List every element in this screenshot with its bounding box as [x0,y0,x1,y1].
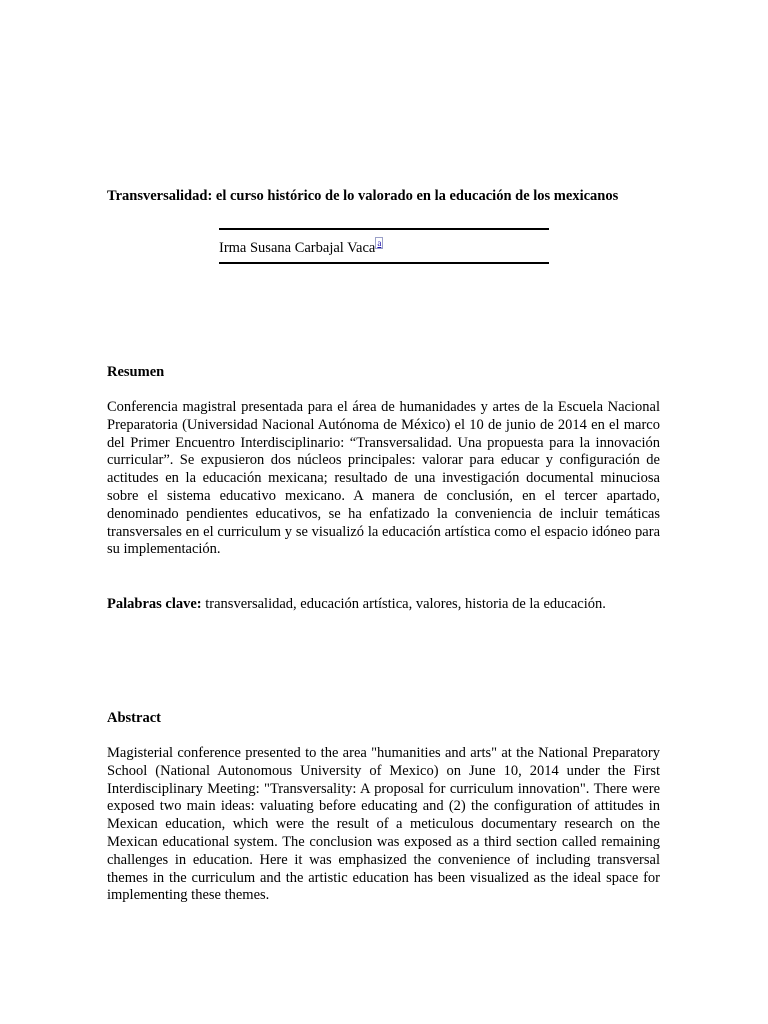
keywords-value: transversalidad, educación artística, valores, historia de la educación. [201,596,606,612]
keywords-label: Palabras clave: [107,596,202,612]
resumen-body: Conferencia magistral presentada para el área de humanidades y artes de la Escuela Nacional Preparatoria (Universidad Nacional Autónoma de México) el 10 de junio de 2014 en el marco del Primer Encuentro Interdisciplinario: “Transversalidad. Una propuesta para la innovación curricular”. Se expusieron dos núcleos principales: valorar para educar y configuración de actitudes en la educación mexicana; resultado de una investigación documental minuciosa sobre el sistema educativo mexicano. A manera de conclusión, en el tercer apartado, denominado pendientes educativos, se ha enfatizado la conveniencia de incluir temáticas transversales en el curriculum y se visualizó la educación artística como el espacio idóneo para su implementación. [107,399,660,558]
author-name: Irma Susana Carbajal Vaca [219,240,376,256]
abstract-heading: Abstract [107,710,161,726]
author-footnote-sup [375,237,383,249]
author-block [219,228,549,264]
author-footnote-link[interactable]: a [377,238,382,248]
paper-title: Transversalidad: el curso histórico de lo valorado en la educación de los mexicanos [107,188,619,204]
keywords-line [107,595,667,613]
author-line [219,239,383,257]
abstract-body: Magisterial conference presented to the area "humanities and arts" at the National Preparatory School (National Autonomous University of Mexico) on June 10, 2014 under the First Interdisciplinary Meeting: "Transversality: A proposal for curriculum innovation". There were exposed two main ideas: valuating before educating and (2) the configuration of attitudes in Mexican education, which were the result of a meticulous documentary research on the Mexican educational system. The conclusion was exposed as a third section called remaining challenges in education. Here it was emphasized the convenience of including transversal themes in the curriculum and the artistic education has been visualized as the ideal space for implementing these themes. [107,745,660,904]
resumen-heading: Resumen [107,364,165,380]
